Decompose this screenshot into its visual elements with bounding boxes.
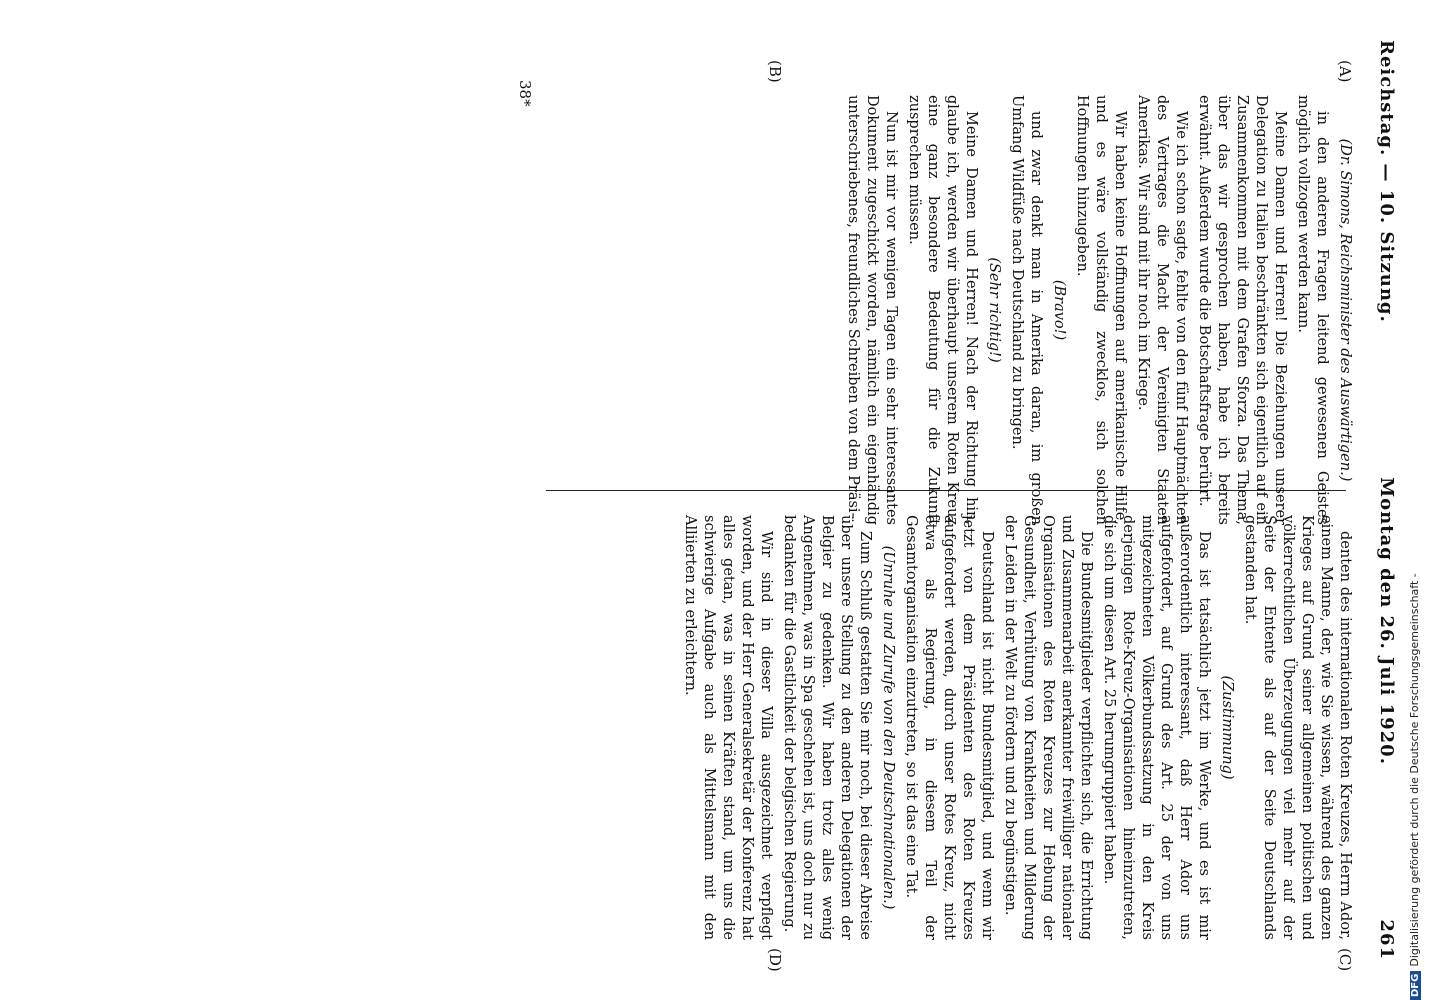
margin-mark-b: (B) — [766, 60, 784, 83]
paragraph: Nun ist mir vor wenigen Tagen ein sehr interessantes Dokument zugeschickt worden, nämlich ein eigenhändig unterschriebenes, freundliches Schreiben von dem Präsi- — [845, 95, 899, 525]
interjection: (Unruhe und Zurufe von den Deutschnationalen.) — [880, 545, 896, 910]
signature-mark: 38* — [516, 80, 534, 107]
paragraph: Wie ich schon sagte, fehlte von den fünf Hauptmächten des Vertrages die Macht der Vereinigten Staaten Amerikas. Wir sind mit ihr noch im Kriege. — [1135, 95, 1189, 525]
interjection: (Zustimmung) — [1219, 675, 1235, 780]
paragraph: Meine Damen und Herren! Die Beziehungen unserer Delegation zu Italien beschränkten sich eigentlich auf ein Zusammenkommen mit dem Grafen Sforza. Das Thema, über das wir gesprochen haben, habe ich bereits erwähnt. Außerdem wurde die Botschaftsfrage berührt. — [1196, 95, 1288, 525]
left-column — [839, 95, 1354, 525]
quoted-article: Die Bundesmitglieder verpflichten sich, die Errichtung und Zusammenarbeit anerkannter freiwilliger nationaler Organisationen des Roten Kreuzes zur Hebung der Gesundheit, Verhütung von Krankheiten und Milderung der Leiden in der Welt zu fördern und zu begünstigen. — [1002, 515, 1094, 940]
header-date: Montag den 26. Juli 1920. — [1376, 477, 1398, 765]
paragraph: denten des internationalen Roten Kreuzes, Herrn Ador, einem Manne, der, wie Sie wissen, während des ganzen Krieges auf Grund seiner allgemeinen politischen und völkerrechtlichen Überzeugungen viel mehr auf der Seite der Entente als auf der Seite Deutschlands gestanden hat. — [1242, 515, 1353, 940]
paragraph: Meine Damen und Herren! Nach der Richtung hin, glaube ich, werden wir überhaupt unserem Roten Kreuz eine ganz besondere Bedeutung für die Zukunft zusprechen müssen. — [906, 95, 979, 525]
margin-mark-a: (A) — [1336, 60, 1354, 83]
paragraph: Wir sind in dieser Villa ausgezeichnet verpflegt worden, und der Herr Generalsekretär der Konferenz hat alles getan, was in seinen Kräften stand, um uns die schwierige Aufgabe auch als Mittelsmann mit den Alliierten zu erleichtern. — [682, 515, 774, 940]
margin-mark-d: (D) — [766, 948, 784, 972]
right-column — [676, 515, 1354, 940]
paragraph: in den anderen Fragen leitend gewesenen Geistes möglich vollzogen werden kann. — [1295, 95, 1330, 525]
paragraph: Deutschland ist nicht Bundesmitglied, und wenn wir jetzt von dem Präsidenten des Roten Kreuzes aufgefordert werden, durch unser Rotes Kreuz, nicht etwa als Regierung, in diesem Teil der Gesamtorganisation einzutreten, so ist das eine Tat. — [903, 515, 995, 940]
credit-text: Digitalisierung gefördert durch die Deutsche Forschungsgemeinschaft - — [1408, 573, 1421, 967]
page-number: 261 — [1376, 919, 1398, 960]
paragraph: Wir haben keine Hoffnungen auf amerikanische Hilfe, und es wäre vollständig zwecklos, sich solchen Hoffnungen hinzugeben. — [1074, 95, 1128, 525]
interjection: (Sehr richtig!) — [986, 257, 1002, 363]
digitization-credit — [1408, 0, 1432, 1000]
paragraph: Das ist tatsächlich jetzt im Werke, und es ist mir außerordentlich interessant, daß Herr Ador uns aufgefordert, auf Grund des Art. 25 der von uns mitgezeichneten Völkerbundssatzung in den Kreis derjenigen Rote-Kreuz-Organisationen hineinzutreten, die sich um diesen Art. 25 herumgruppiert haben. — [1101, 515, 1212, 940]
margin-mark-c: (C) — [1336, 948, 1354, 972]
dfg-logo-icon: DFG — [1410, 971, 1421, 1000]
interjection: (Bravo!) — [1051, 279, 1067, 341]
speaker-line: (Dr. Simons, Reichsminister des Auswärtigen.) — [1337, 138, 1353, 482]
page-header — [1370, 40, 1404, 960]
paragraph: und zwar denkt man in Amerika daran, im großen Umfang Wildfüße nach Deutschland zu bringen. — [1009, 95, 1044, 525]
paragraph: Zum Schluß gestatten Sie mir noch, bei dieser Abreise über unsere Stellung zu den anderen Delegationen der Belgier zu gedenken. Wir haben trotz alles wenig Angenehmen, was in Spa geschehen ist, uns doch nur zu bedanken für die Gastlichkeit der belgischen Regierung. — [781, 515, 873, 940]
header-left: Reichstag. — 10. Sitzung. — [1376, 40, 1398, 323]
